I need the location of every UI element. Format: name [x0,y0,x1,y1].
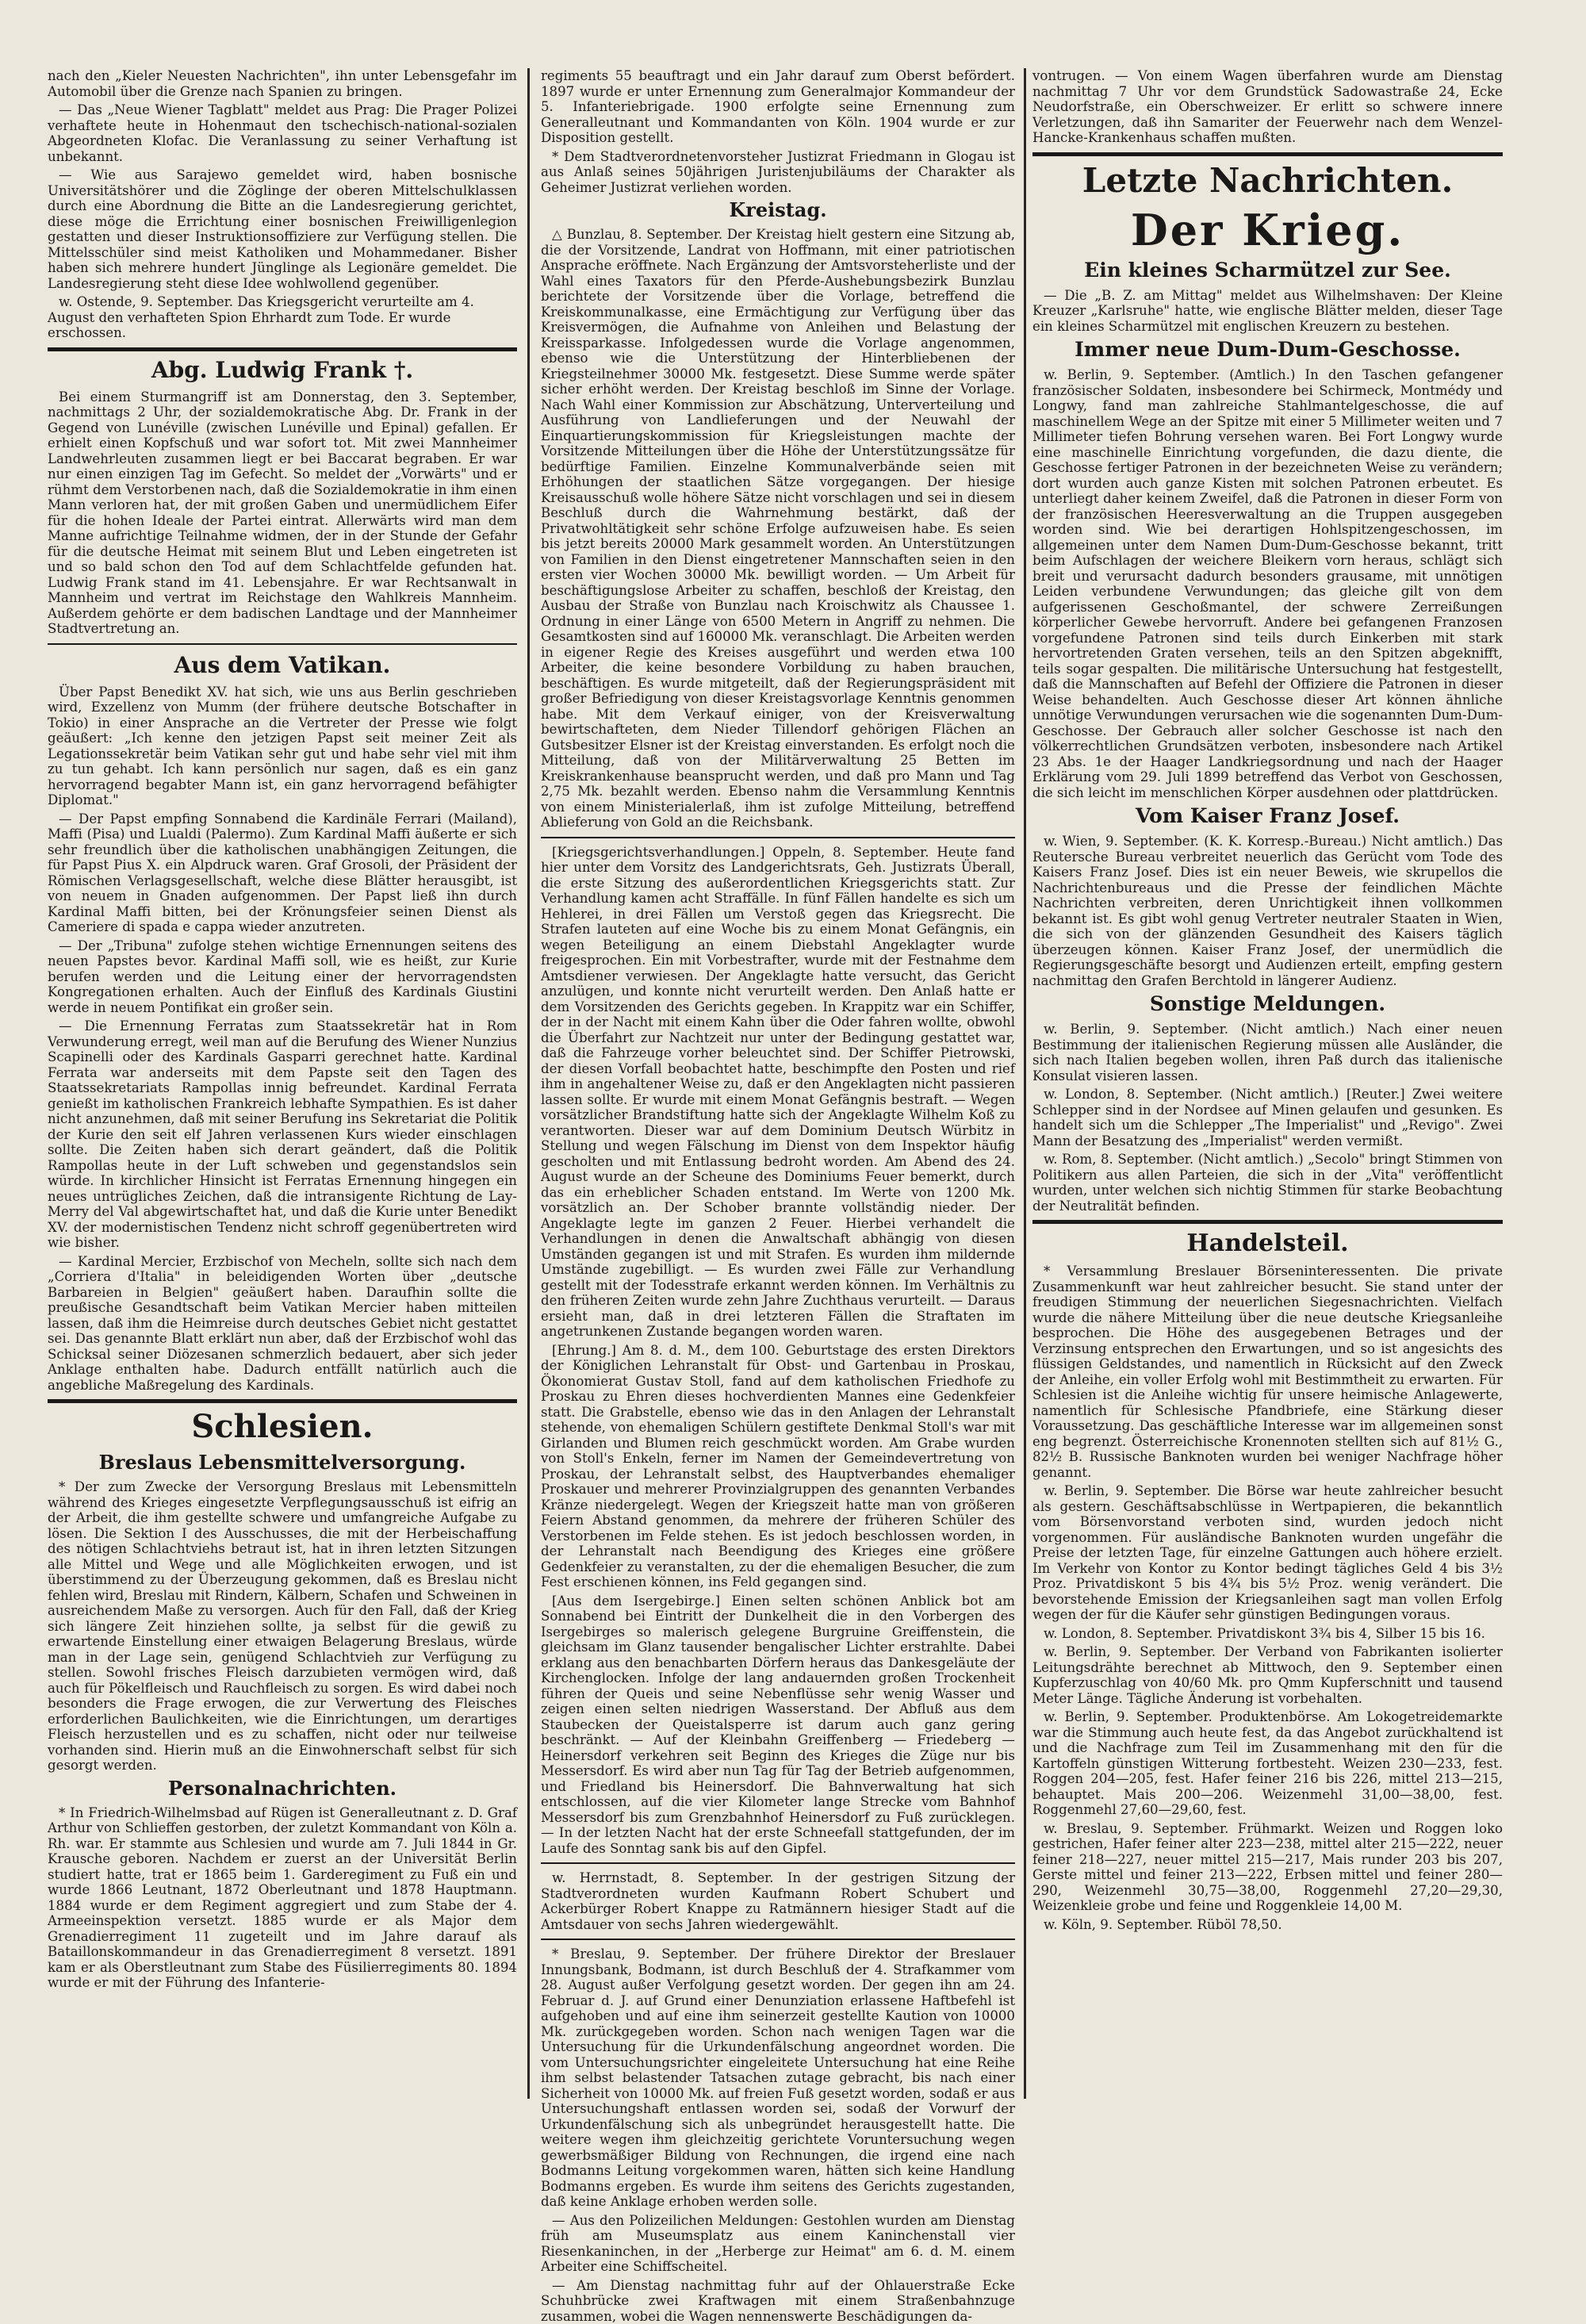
article-text: * Breslau, 9. September. Der frühere Direktor der Breslauer Innungsbank, Bodmann, ist durch Beschluß der 4. Strafkammer vom 28. August außer Verfolgung gesetzt worden. Der gegen ihn am 24. Februar d. J. auf Grund einer Denunziation erlassene Haftbefehl ist aufgehoben und auf eine ihm seinerzeit gestellte Kaution von 10000 Mk. zurückgegeben worden. Schon nach wenigen Tagen war die Untersuchung für die Urkundenfälschung angeordnet worden. Die vom Untersuchungsrichter eingeleitete Untersuchung hat eine Reihe ihm selbst belastender Tatsachen zutage gebracht, bis nach einer Sicherheit von 10000 Mk. auf freien Fuß gesetzt worden, sodaß er aus Untersuchungshaft entlassen worden sei, sodaß der Vorwurf der Urkundenfälschung sich als unbegründet herausgestellt hatte. Die weitere wegen ihm gleichzeitig gerichtete Voruntersuchung wegen gewerbsmäßiger Bildung von Rechnungen, die irgend eine nach Bodmanns Leitung vorgekommen waren, hätten sich keine Handlung Bodmanns ergeben. Es wurde ihm seitens des Gerichts zugestanden, daß keine Anklage erhoben werden solle. [541,1946,1015,2210]
section-rule [48,643,517,645]
article-text: w. Berlin, 9. September. (Nicht amtlich.) Nach einer neuen Bestimmung der italienischen Regierung müssen alle Ausländer, die sich nach Italien begeben wollen, ihren Paß durch das italienische Konsulat visieren lassen. [1032,1022,1503,1083]
article-text: △ Bunzlau, 8. September. Der Kreistag hielt gestern eine Sitzung ab, die der Vorsitzende, Landrat von Hoffmann, mit einer patriotischen Ansprache eröffnete. Nach Ergänzung der Amtsvorsteherliste und der Wahl eines Taxators für den Pferde-Aushebungsbezirk Bunzlau berichtete der Vorsitzende über die Vorlage, betreffend die Kreiskommunalkasse, eine Ermächtigung zur Verfügung über das Kreisvermögen, die Aufnahme von Anleihen und Belastung der Kreissparkasse. Infolgedessen wurde die Vorlage angenommen, ebenso wie die Unterstützung der Hinterbliebenen der Kriegsteilnehmer 30000 Mk. festgesetzt. Diese Summe werde später sicher erhöht werden. Der Kreistag beschloß im Sinne der Vorlage. Nach Wahl einer Kommission zur Abschätzung, Unterverteilung und Ausführung von Landlieferungen und der Neuwahl der Einquartierungskommission für Kriegsleistungen machte der Vorsitzende Mitteilungen über die Höhe der Unterstützungssätze für bedürftige Familien. Einzelne Kommunalverbände seien mit Erhöhungen der staatlichen Sätze vorgegangen. Der hiesige Kreisausschuß wolle höhere Sätze nicht vorschlagen und sei in diesem Beschluß durch die Wahrnehmung bestärkt, daß der Privatwohltätigkeit sehr schöne Erfolge aufzuweisen habe. Es seien bis jetzt bereits 20000 Mark gesammelt worden. An Unterstützungen von Familien in den Dienst eingetretener Mannschaften seien in den ersten vier Wochen 30000 Mk. bewilligt worden. — Um Arbeit für beschäftigungslose Arbeiter zu schaffen, beschloß der Kreistag, den Ausbau der Straße von Bunzlau nach Kroischwitz als Chaussee 1. Ordnung in einer Länge von 6500 Metern in Angriff zu nehmen. Die Gesamtkosten sind auf 160000 Mk. veranschlagt. Die Arbeiten werden in eigener Regie des Kreises ausgeführt und werden etwa 100 Arbeiter, die keine besondere Vorbildung zu haben brauchen, beschäftigen. Es wurde mitgeteilt, daß der Regierungspräsident mit großer Befriedigung von dieser Kreistagsvorlage Kenntnis genommen habe. Mit dem Verkauf einiger, von der Kreisverwaltung bewirtschafteten, dem Nieder Tillendorf gehörigen Flächen an Gutsbesitzer Elsner ist der Kreistag einverstanden. Es erfolgt noch die Mitteilung, daß von der Militärverwaltung 25 Betten im Kreiskrankenhause beansprucht werden, und daß pro Mann und Tag 2,75 Mk. bezahlt werden. Ebenso nahm die Versammlung Kenntnis von einem Ministerialerlaß, ihm ist zufolge Mitteilung, betreffend Ablieferung von Gold an die Reichsbank. [541,227,1015,830]
heading-handelsteil: Handelsteil. [1032,1229,1503,1259]
article-text: — Am Dienstag nachmittag fuhr auf der Ohlauerstraße Ecke Schuhbrücke zwei Kraftwagen mit einem Straßenbahnzuge zusammen, wobei die Wagen nennenswerte Beschädigungen da- [541,2278,1015,2324]
article-text: w. Köln, 9. September. Rüböl 78,50. [1032,1917,1503,1933]
article-text: — Aus den Polizeilichen Meldungen: Gestohlen wurden am Dienstag früh am Museumsplatz aus einem Kaninchenstall vier Riesenkaninchen, in der „Herberge zur Heimat" am 6. d. M. einem Arbeiter eine Schiffscheitel. [541,2213,1015,2275]
section-rule [1032,152,1503,156]
article-text: * Der zum Zwecke der Versorgung Breslaus mit Lebensmitteln während des Krieges eingesetzte Verpflegungsausschuß ist eifrig an der Arbeit, die ihm gestellte schwere und umfangreiche Aufgabe zu lösen. Die Sektion I des Ausschusses, die mit der Herbeischaffung des nötigen Schlachtviehs betraut ist, hat in ihren letzten Sitzungen alle Mittel und Wege und alle Möglichkeiten erwogen, und ist überstimmend zu der Überzeugung gekommen, daß es Breslau nicht fehlen wird, Breslau mit Rindern, Kälbern, Schafen und Schweinen in ausreichendem Maße zu versorgen. Auch für den Fall, daß der Krieg sich längere Zeit hinziehen sollte, ja selbst für die gewiß zu erwartende Einstellung einer etwaigen Belagerung Breslaus, würde man in der Lage sein, genügend Schlachtvieh zur Verfügung zu stellen. Sowohl frisches Fleisch darzubieten vermögen wird, daß auch für Pökelfleisch und Rauchfleisch zu sorgen. Es wird dabei noch besonders die Frage erwogen, die zur Verwertung des Fleisches erforderlichen Baulichkeiten, wie die Einrichtungen, um derartiges Fleisch herzustellen und es zu schaffen, nicht oder nur teilweise vorhanden sind. Hierin muß an die Einwohnerschaft selbst für sich gesorgt werden. [48,1479,517,1774]
article-text: w. Berlin, 9. September. Der Verband von Fabrikanten isolierter Leitungsdrähte berechnet ab Mittwoch, den 9. September einen Kupferzuschlag von 40/60 Mk. pro Qmm Kupferschnitt und tausend Meter Länge. Tägliche Änderung ist vorbehalten. [1032,1644,1503,1706]
article-text: vontrugen. — Von einem Wagen überfahren wurde am Dienstag nachmittag 7 Uhr vor dem Grundstück Sadowastraße 24, Ecke Neudorfstraße, ein Oberschweizer. Er erlitt so schwere innere Verletzungen, daß ihn Samariter der Feuerwehr nach dem Wenzel-Hancke-Krankenhaus schaffen mußten. [1032,68,1503,146]
section-rule [541,1862,1015,1864]
column-divider [527,68,530,2099]
heading-schlesien: Schlesien. [48,1408,517,1446]
article-text: w. London, 8. September. (Nicht amtlich.) [Reuter.] Zwei weitere Schlepper sind in der Nordsee auf Minen gelaufen und gesunken. Es handelt sich um die Schlepper „The Imperialist" und „Revigo". Zwei Mann der Besatzung des „Imperialist" werden vermißt. [1032,1087,1503,1149]
heading-kreistag: Kreistag. [541,198,1015,222]
article-text: * In Friedrich-Wilhelmsbad auf Rügen ist Generalleutnant z. D. Graf Arthur von Schlieffen gestorben, der zuletzt Kommandant von Köln a. Rh. war. Er stammte aus Schlesien und wurde am 7. Juli 1844 in Gr. Krausche geboren. Nachdem er zuerst an der Universität Berlin studiert hatte, trat er 1865 beim 1. Garderegiment zu Fuß ein und wurde 1866 Leutnant, 1872 Oberleutnant und 1878 Hauptmann. 1884 wurde er dem Regiment aggregiert und zum Stabe der 4. Armeeinspektion versetzt. 1885 wurde er als Major dem Grenadierregiment 11 zugeteilt und im Jahre darauf als Bataillonskommandeur in das Grenadierregiment 8 versetzt. 1891 kam er als Oberstleutnant zum Stabe des Füsilierregiments 80. 1894 wurde er mit der Führung des Infanterie- [48,1805,517,1991]
article-text: w. Herrnstadt, 8. September. In der gestrigen Sitzung der Stadtverordneten wurden Kaufmann Robert Schubert und Ackerbürger Robert Knappe zu Ratmännern hiesiger Stadt auf die Amtsdauer von sechs Jahren wiedergewählt. [541,1870,1015,1932]
article-text: * Dem Stadtverordnetenvorsteher Justizrat Friedmann in Glogau ist aus Anlaß seines 50jährigen Juristenjubiläums der Charakter als Geheimer Justizrat verliehen worden. [541,149,1015,196]
article-text: — Der Papst empfing Sonnabend die Kardinäle Ferrari (Mailand), Maffi (Pisa) und Lualdi (Palermo). Zum Kardinal Maffi äußerte er sich sehr freundlich über die katholischen unabhängigen Zeitungen, die für Papst Pius X. ein Alpdruck waren. Graf Grosoli, der Präsident der Römischen Verlagsgesellschaft, welche diese Blätter herausgibt, ist von neuem in Gnaden aufgenommen. Der Papst ließ ihn durch Kardinal Maffi bitten, bei der Krönungsfeier seinen Dienst als Cameriere di spada e cappa wieder anzutreten. [48,811,517,935]
article-text: w. Berlin, 9. September. Die Börse war heute zahlreicher besucht als gestern. Geschäftsabschlüsse in Wertpapieren, die bekanntlich vom Börsenvorstand verboten sind, wurden jedoch nicht vorgenommen. Für ausländische Banknoten wurden ungefähr die Preise der letzten Tage, für einzelne Gattungen auch höhere erzielt. Im Verkehr von Kontor zu Kontor bedingt tägliches Geld 4 bis 3½ Proz. Privatdiskont 5 bis 4¾ bis 5½ Proz. wenig verändert. Die bevorstehende Emission der Kriegsanleihen sagt man vollen Erfolg wegen der für die Käufer sehr günstigen Bedingungen voraus. [1032,1483,1503,1623]
article-text: w. Rom, 8. September. (Nicht amtlich.) „Secolo" bringt Stimmen von Politikern aus allen Parteien, die sich in der „Vita" veröffentlicht wurden, unter welchen sich nichtig Stimmen für starke Beobachtung der Neutralität befinden. [1032,1152,1503,1214]
article-text: [Aus dem Isergebirge.] Einen selten schönen Anblick bot am Sonnabend bei Eintritt der Dunkelheit die in den Vorbergen des Isergebirges so malerisch gelegene Burgruine Greiffenstein, die gleichsam im Glanz tausender bengalischer Lichter erstrahlte. Dabei erklang aus den benachbarten Dörfern heraus das Dankesgeläute der Kirchenglocken. Infolge der lang andauernden großen Trockenheit führen der Queis und seine Nebenflüsse sehr wenig Wasser und zeigen einen selten niedrigen Wasserstand. Der Abfluß aus dem Staubecken der Queistalsperre ist darum auch ganz gering beschränkt. — Auf der Kleinbahn Greiffenberg — Friedeberg — Heinersdorf verkehren seit Beginn des Krieges die Züge nur bis Messersdorf. Es wird aber nun Tag für Tag der Betrieb aufgenommen, und Friedland bis Heinersdorf. Die Bahnverwaltung hat sich entschlossen, auf die vier Kilometer lange Strecke vom Bahnhof Messersdorf bis zum Grenzbahnhof Heinersdorf zu Fuß zurücklegen. — In der letzten Nacht hat der erste Schneefall stattgefunden, der im Laufe des Sonntag sank bis auf den Gipfel. [541,1593,1015,1857]
article-text: w. Breslau, 9. September. Frühmarkt. Weizen und Roggen loko gestrichen, Hafer feiner alter 223—238, mittel alter 215—222, neuer feiner 218—227, neuer mittel 215—217, Mais runder 203 bis 207, Gerste mittel und feiner 213—222, Erbsen mittel und feiner 280—290, Weizenmehl 30,75—38,00, Roggenmehl 27,20—29,30, Weizenkleie grobe und feine und Roggenkleie 14,00 M. [1032,1821,1503,1914]
article-text: w. Berlin, 9. September. (Amtlich.) In den Taschen gefangener französischer Soldaten, insbesondere bei Schirmeck, Montmédy und Longwy, fand man zahlreiche Stahlmantelgeschosse, die auf maschinellem Wege an der Spitze mit einer 5 Millimeter weiten und 7 Millimeter tiefen Bohrung versehen waren. Bei Fort Longwy wurde eine maschinelle Einrichtung vorgefunden, die dazu diente, die Geschosse fertiger Patronen in der bezeichneten Weise zu verändern; dort wurden auch ganze Kisten mit solchen Patronen erbeutet. Es unterliegt daher keinem Zweifel, daß die Patronen in dieser Form von der französischen Heeresverwaltung an die Truppen ausgegeben worden sind. Wie bei derartigen Hohlspitzengeschossen, im allgemeinen unter dem Namen Dum-Dum-Geschosse bekannt, tritt beim Aufschlagen der weichere Bleikern vorn heraus, schlägt sich breit und verursacht dadurch besonders grausame, mit unnötigen Leiden verbundene Verwundungen; das gleiche gilt von dem aufgerissenen Geschoßmantel, der schwere Zerreißungen körperlicher Gewebe hervorruft. Andere bei gefangenen Franzosen vorgefundene Patronen sind teils durch Einkerben mit stark hervortretenden Graten versehen, teils an den Spitzen abgeknifft, teils sogar gespalten. Die militärische Untersuchung hat festgestellt, daß die Mannschaften auf Befehl der Offiziere die Patronen in dieser Weise behandelten. Auch Geschosse dieser Art können ähnliche unnötige Verwundungen verursachen wie die sogenannten Dum-Dum-Geschosse. Der Gebrauch aller solcher Geschosse ist nach den völkerrechtlichen Grundsätzen verboten, insbesondere nach Artikel 23 Abs. 1e der Haager Landkriegsordnung und nach der Haager Erklärung vom 29. Juli 1899 betreffend das Verbot von Geschossen, die sich leicht im menschlichen Körper ausdehnen oder plattdrücken. [1032,367,1503,800]
section-rule [48,347,517,351]
article-text: — Das „Neue Wiener Tagblatt" meldet aus Prag: Die Prager Polizei verhaftete heute in Hohenmaut den tschechisch-national-sozialen Abgeordneten Klofac. Die Veranlassung zu seiner Verhaftung ist unbekannt. [48,102,517,164]
article-text: — Kardinal Mercier, Erzbischof von Mecheln, sollte sich nach dem „Corriera d'Italia" in beleidigenden Worten über „deutsche Barbareien in Belgien" geäußert haben. Daraufhin sollte die preußische Gesandtschaft beim Vatikan Mercier haben mitteilen lassen, daß ihm die Heimreise durch deutsches Gebiet nicht gestattet sei. Das genannte Blatt erklärt nun aber, daß der Erzbischof wohl das Schicksal seiner Diözesanen schmerzlich bedauert, aber sich jeder Anklage enthalten habe. Dadurch entfällt natürlich auch die angebliche Maßregelung des Kardinals. [48,1254,517,1394]
heading-sonstige: Sonstige Meldungen. [1032,991,1503,1017]
article-text: — Die „B. Z. am Mittag" meldet aus Wilhelmshaven: Der Kleine Kreuzer „Karlsruhe" hatte, wie englische Blätter melden, dieser Tage ein kleines Scharmützel mit englischen Kreuzern zu bestehen. [1032,288,1503,335]
section-rule [48,1399,517,1403]
article-text: regiments 55 beauftragt und ein Jahr darauf zum Oberst befördert. 1897 wurde er unter Ernennung zum Generalmajor Kommandeur der 5. Infanteriebrigade. 1900 erfolgte seine Ernennung zum Generalleutnant und Kommandanten von Köln. 1904 wurde er zur Disposition gestellt. [541,68,1015,146]
section-rule [541,837,1015,838]
section-rule [541,1939,1015,1940]
article-text: — Wie aus Sarajewo gemeldet wird, haben bosnische Universitätshörer und die Zöglinge der oberen Mittelschulklassen durch eine Abordnung die Bitte an die Landesregierung gerichtet, diese möge die Errichtung einer bosnischen Freiwilligenlegion gestatten und dieser Instruktionsoffiziere zur Verfügung stellen. Die Mittelsschüler sind meist Katholiken und Mohammedaner. Bisher haben sich mehrere hundert Jünglinge als Legionäre gemeldet. Die Landesregierung steht diese Idee wohlwollend gegenüber. [48,167,517,291]
column-3 [1032,68,1503,2099]
article-text: w. London, 8. September. Privatdiskont 3¾ bis 4, Silber 15 bis 16. [1032,1626,1503,1642]
article-text: Bei einem Sturmangriff ist am Donnerstag, den 3. September, nachmittags 2 Uhr, der sozialdemokratische Abg. Dr. Frank in der Gegend von Lunéville (zwischen Lunéville und Epinal) gefallen. Er erhielt einen Kopfschuß und war sofort tot. Mit zwei Mannheimer Landwehrleuten zusammen liegt er bei Baccarat begraben. Er war nur einen einzigen Tag im Gefecht. So meldet der „Vorwärts" und er rühmt dem Verstorbenen nach, daß die Sozialdemokratie in ihm einen Mann verloren hat, der mit großen Gaben und unermüdlichem Eifer für die hohen Ideale der Partei eintrat. Allerwärts wird man dem Manne aufrichtige Teilnahme widmen, der in der Stunde der Gefahr für die deutsche Heimat mit seinem Blut und Leben eingetreten ist und so bald schon den Tod auf dem Schlachtfelde gefunden hat. Ludwig Frank stand im 41. Lebensjahre. Er war Rechtsanwalt in Mannheim und vertrat im Reichstage den Wahlkreis Mannheim. Außerdem gehörte er dem badischen Landtage und der Mannheimer Stadtvertretung an. [48,389,517,637]
article-text: [Kriegsgerichtsverhandlungen.] Oppeln, 8. September. Heute fand hier unter dem Vorsitz des Landgerichtsrats, Geh. Justizrats Überall, die erste Sitzung des außerordentlichen Kriegsgerichts statt. Zur Verhandlung kamen acht Straffälle. In fünf Fällen handelte es sich um Hehlerei, in drei Fällen um Verstoß gegen das Kriegsrecht. Die Strafen lauteten auf eine Woche bis zu einem Monat Gefängnis, ein wegen Beteiligung an einem Diebstahl Angeklagter wurde freigesprochen. Ein mit Vorbestrafter, wurde mit der Festnahme dem Amtsdiener verwiesen. Der Angeklagte hatte versucht, das Gericht anzulügen, und konnte nicht verurteilt werden. Den Anlaß hatte er dem Vorsitzenden des Gerichts gegeben. In Krappitz war ein Schiffer, der in der Nacht mit einem Kahn über die Oder fahren wollte, obwohl die Überfahrt zur Nachtzeit nur unter der Bedingung gestattet war, daß die Fahrzeuge vorher beleuchtet sind. Der Schiffer Pietrowski, der diesen Vorfall beobachtet hatte, beschimpfte den Posten und rief ihm in angehaltener Weise zu, daß er den Angeklagten nicht passieren lassen sollte. Er wurde mit einem Monat Gefängnis bestraft. — Wegen vorsätzlicher Brandstiftung hatte sich der Angeklagte Wilhelm Koß zu verantworten. Dieser war auf dem Dominium Deutsch Würbitz in Stellung und wegen Fälschung im Dienst von dem Inspektor häufig gescholten und mit Entlassung bedroht worden. Am Abend des 24. August wurde an der Scheune des Dominiums Feuer bemerkt, durch das ein erheblicher Schaden entstand. Im Werte von 1200 Mk. vorsätzlich an. Der Schober brannte vollständig nieder. Der Angeklagte legte im ganzen 2 Feuer. Hierbei verhandelt die Verhandlungen in denen die Anwaltschaft abhängig von diesen Umständen gegangen ist und mit Strafen. Es wurden ihm mildernde Umstände zugebilligt. — Es wurden zwei Fälle zur Verhandlung gestellt mit der Todesstrafe erkannt werden können. Im Verhältnis zu den früheren Zeiten wurde zehn Jahre Zuchthaus verurteilt. — Daraus ersieht man, daß in drei letzteren Fällen die Straftaten im angetrunkenen Zustande begangen worden waren. [541,845,1015,1340]
article-text: * Versammlung Breslauer Börseninteressenten. Die private Zusammenkunft war heut zahlreicher besucht. Sie stand unter der freudigen Stimmung der neuerlichen Siegesnachrichten. Vielfach wurde die nähere Mitteilung über die neue deutsche Kriegsanleihe besprochen. Die Höhe des ausgegebenen Betrages und der Verzinsung entsprechen den Erwartungen, und so ist angesichts des flüssigen Geldstandes, und namentlich in Rücksicht auf den Zweck der Anleihe, ein voller Erfolg wohl mit Bestimmtheit zu erwarten. Für Schlesien ist die Anleihe wichtig für unsere heimische Anlagewerte, namentlich für Schlesische Pfandbriefe, eine Stärkung dieser Voraussetzung. Das geschäftliche Interesse war im allgemeinen sonst eng begrenzt. Österreichische Kronennoten stellten sich auf 81½ G., 82½ B. Russische Banknoten wurden bei weniger Nachfrage höher genannt. [1032,1264,1503,1480]
heading-lebensmittel: Breslaus Lebensmittelversorgung. [48,1451,517,1475]
column-1 [48,68,517,2099]
heading-vatikan: Aus dem Vatikan. [48,651,517,680]
article-text: — Der „Tribuna" zufolge stehen wichtige Ernennungen seitens des neuen Papstes bevor. Kardinal Maffi soll, wie es heißt, zur Kurie berufen werden und die Leitung einer der hervorragendsten Kongregationen erhalten. Auch der Einfluß des Kardinals Giustini werde in neuem Pontifikat ein großer sein. [48,938,517,1016]
newspaper-page [48,68,1503,2099]
heading-frank: Abg. Ludwig Frank †. [48,356,517,385]
column-2 [541,68,1015,2099]
article-text: w. Berlin, 9. September. Produktenbörse. Am Lokogetreidemarkte war die Stimmung auch heute fest, da das Angebot zurückhaltend ist und die Nachfrage zum Teil im Zusammenhang mit den für die Kartoffeln günstigen Witterung fortbesteht. Weizen 230—233, fest. Roggen 204—205, fest. Hafer feiner 216 bis 226, mittel 213—215, behauptet. Mais 200—206. Weizenmehl 31,00—38,00, fest. Roggenmehl 27,60—29,60, fest. [1032,1709,1503,1818]
section-rule [1032,1220,1503,1224]
article-text: [Ehrung.] Am 8. d. M., dem 100. Geburtstage des ersten Direktors der Königlichen Lehranstalt für Obst- und Gartenbau in Proskau, Ökonomierat Gustav Stoll, fand auf dem katholischen Friedhofe zu Proskau zu Ehren dieses hochverdienten Mannes eine Gedenkfeier statt. Die Grabstelle, ebenso wie das in den Anlagen der Lehranstalt stehende, von ehemaligen Schülern gestiftete Denkmal Stoll's war mit Girlanden und Blumen reich geschmückt worden. Am Grabe wurden von Stoll's Enkeln, ferner im Namen der Gemeindevertretung von Proskau, der Lehranstalt selbst, des Hauptverbandes ehemaliger Proskauer und mehrerer Provinzialgruppen des genannten Verbandes Kränze niedergelegt. Wegen der Kriegszeit hatte man von größeren Feiern Abstand genommen, da mehrere der früheren Schüler des Verstorbenen im Felde stehen. Es ist jedoch beschlossen worden, in der Lehranstalt nach Beendigung des Krieges eine größere Gedenkfeier zu veranstalten, zu der die ehemaligen Besucher, die zum Fest erschienen können, ins Feld gegangen sind. [541,1343,1015,1590]
heading-kaiser: Vom Kaiser Franz Josef. [1032,803,1503,829]
article-text: w. Ostende, 9. September. Das Kriegsgericht verurteilte am 4. August den verhafteten Spion Ehrhardt zum Tode. Er wurde erschossen. [48,294,517,341]
heading-dum-dum: Immer neue Dum-Dum-Geschosse. [1032,337,1503,362]
heading-scharmuetzel: Ein kleines Scharmützel zur See. [1032,258,1503,283]
heading-der-krieg: Der Krieg. [1032,205,1503,255]
article-text: — Die Ernennung Ferratas zum Staatssekretär hat in Rom Verwunderung erregt, weil man auf die Berufung des Wiener Nunzius Scapinelli oder des Kardinals Gasparri gerechnet hatte. Kardinal Ferrata war anderseits mit dem Papste seit den Tagen des Staatssekretariats Rampollas innig befreundet. Kardinal Ferrata genießt im katholischen Frankreich lebhafte Sympathien. Es ist daher nicht anzunehmen, daß mit seiner Berufung ins Sekretariat die Politik der Kurie den seit elf Jahren verlassenen Kurs wieder einschlagen sollte. Die Zeiten haben sich derart geändert, daß die Politik Rampollas heute in der Luft schweben und gegenstandslos sein würde. In kirchlicher Hinsicht ist Ferratas Ernennung hingegen ein neues untrügliches Zeichen, daß die intransigente Richtung de Lay-Merry del Val abgewirtschaftet hat, und daß die Kurie unter Benedikt XV. der modernistischen Tendenz nicht schroff gegenübertreten wird wie bisher. [48,1018,517,1251]
article-text: Über Papst Benedikt XV. hat sich, wie uns aus Berlin geschrieben wird, Exzellenz von Mumm (der frühere deutsche Botschafter in Tokio) in einer Ansprache an die Vertreter der Presse wie folgt geäußert: „Ich kenne den jetzigen Papst seit meiner Zeit als Legationssekretär beim Vatikan sehr gut und habe sehr viel mit ihm zu tun gehabt. Ich kann persönlich nur sagen, daß es ein ganz hervorragend begabter Mann ist, ein ganz hervorragend befähigter Diplomat." [48,685,517,808]
column-divider [1024,68,1026,2099]
article-text: w. Wien, 9. September. (K. K. Korresp.-Bureau.) Nicht amtlich.) Das Reutersche Bureau verbreitet neuerlich das Gerücht vom Tode des Kaisers Franz Josef. Dies ist ein neuer Beweis, wie skrupellos die Nachrichtenbureaus und die Presse der feindlichen Mächte Nachrichten verbreiten, deren Unrichtigkeit ihnen vollkommen bekannt ist. Es gibt wohl genug Vertreter neutraler Staaten in Wien, die sich von der glänzenden Gesundheit des Kaisers täglich überzeugen können. Kaiser Franz Josef, der unermüdlich die Regierungsgeschäfte besorgt und Audienzen erteilt, empfing gestern nachmittag den Grafen Berchtold in längerer Audienz. [1032,834,1503,988]
article-text: nach den „Kieler Neuesten Nachrichten", ihn unter Lebensgefahr im Automobil über die Grenze nach Spanien zu bringen. [48,68,517,99]
heading-personal: Personalnachrichten. [48,1777,517,1801]
heading-letzte-nachrichten: Letzte Nachrichten. [1032,161,1503,201]
